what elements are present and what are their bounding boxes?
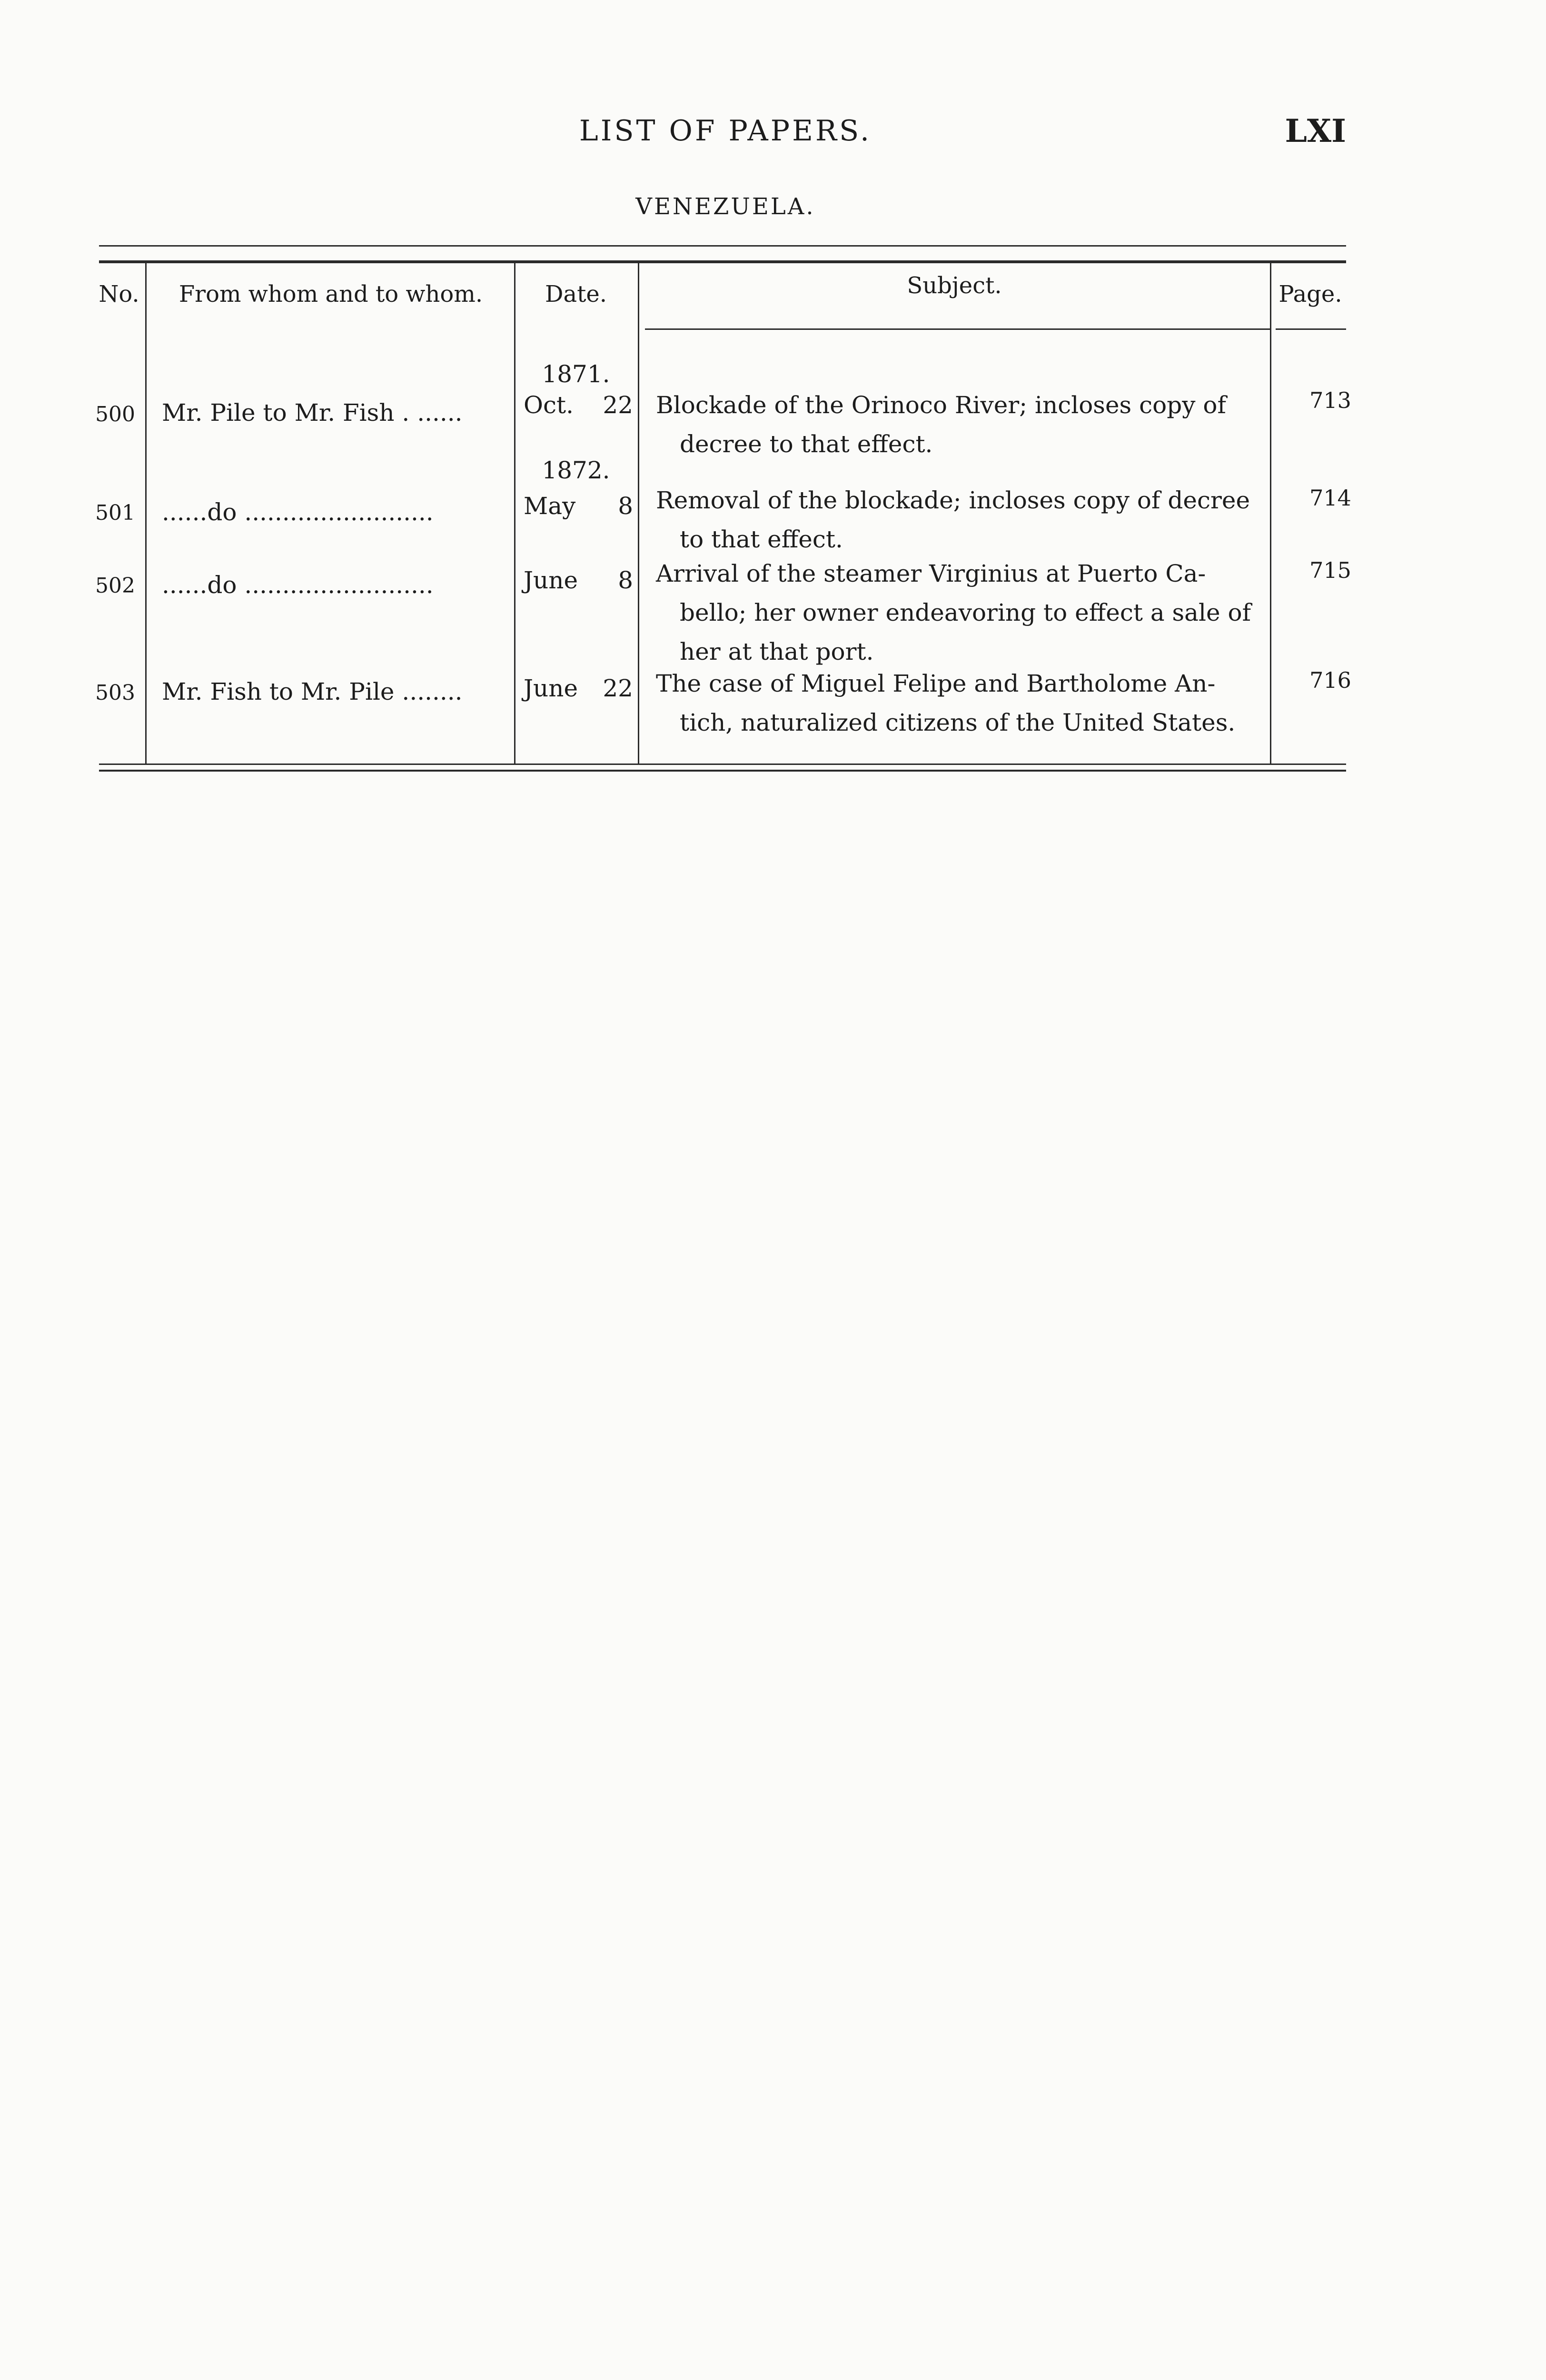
- page-number: LXI: [1285, 112, 1346, 149]
- date-month: June: [524, 674, 578, 702]
- date-month: June: [524, 566, 578, 594]
- date-day: 8: [618, 492, 633, 520]
- year-label: 1871.: [542, 360, 610, 388]
- from-to-cell: Mr. Pile to Mr. Fish . ......: [162, 399, 463, 426]
- row-number: 500: [95, 402, 135, 426]
- page-ref: 715: [1309, 557, 1351, 583]
- from-to-cell: ......do .........................: [162, 571, 434, 599]
- date-month: May: [524, 492, 576, 520]
- table-top-rule: [99, 245, 1346, 247]
- table-top-rule-thick: [99, 260, 1346, 263]
- subject-line: Removal of the blockade; incloses copy of decree: [656, 486, 1250, 514]
- column-header-no: No.: [99, 281, 139, 307]
- subject-line: tich, naturalized citizens of the United States.: [680, 709, 1236, 736]
- column-header-date: Date.: [545, 281, 607, 307]
- date-day: 8: [618, 566, 633, 594]
- subject-cell: [656, 481, 1260, 559]
- subject-line: The case of Miguel Felipe and Bartholome An-: [656, 670, 1216, 697]
- running-title: LIST OF PAPERS.: [579, 114, 872, 148]
- subject-line: Blockade of the Orinoco River; incloses copy of: [656, 391, 1226, 419]
- subject-cell: [656, 386, 1260, 464]
- column-header-page: Page.: [1278, 281, 1342, 307]
- column-divider: [145, 263, 147, 764]
- subject-header-underline: [645, 328, 1271, 330]
- page-ref: 713: [1309, 387, 1351, 413]
- column-divider: [514, 263, 515, 764]
- from-to-cell: ......do .........................: [162, 498, 434, 526]
- page-ref: 716: [1309, 667, 1351, 693]
- row-number: 501: [95, 501, 135, 525]
- subject-line: Arrival of the steamer Virginius at Puerto Ca-: [656, 560, 1206, 587]
- subject-cell: [656, 554, 1260, 671]
- table-bottom-rule-thick: [99, 770, 1346, 772]
- column-divider: [638, 263, 639, 764]
- date-day: 22: [603, 674, 633, 702]
- subject-line: to that effect.: [680, 526, 843, 553]
- column-header-from-to: From whom and to whom.: [178, 281, 483, 307]
- table-bottom-rule: [99, 764, 1346, 765]
- page-header-underline: [1276, 328, 1346, 330]
- subject-line: her at that port.: [680, 638, 874, 665]
- row-number: 503: [95, 681, 135, 705]
- date-month: Oct.: [524, 391, 574, 419]
- subject-line: bello; her owner endeavoring to effect a sale of: [680, 599, 1251, 626]
- date-day: 22: [603, 391, 633, 419]
- page-ref: 714: [1309, 485, 1351, 511]
- from-to-cell: Mr. Fish to Mr. Pile ........: [162, 678, 463, 705]
- year-label: 1872.: [542, 456, 610, 484]
- column-header-subject: Subject.: [907, 272, 1002, 299]
- subject-line: decree to that effect.: [680, 430, 933, 458]
- subject-cell: [656, 664, 1260, 742]
- column-divider: [1270, 263, 1271, 764]
- section-title: VENEZUELA.: [635, 193, 815, 220]
- row-number: 502: [95, 574, 135, 598]
